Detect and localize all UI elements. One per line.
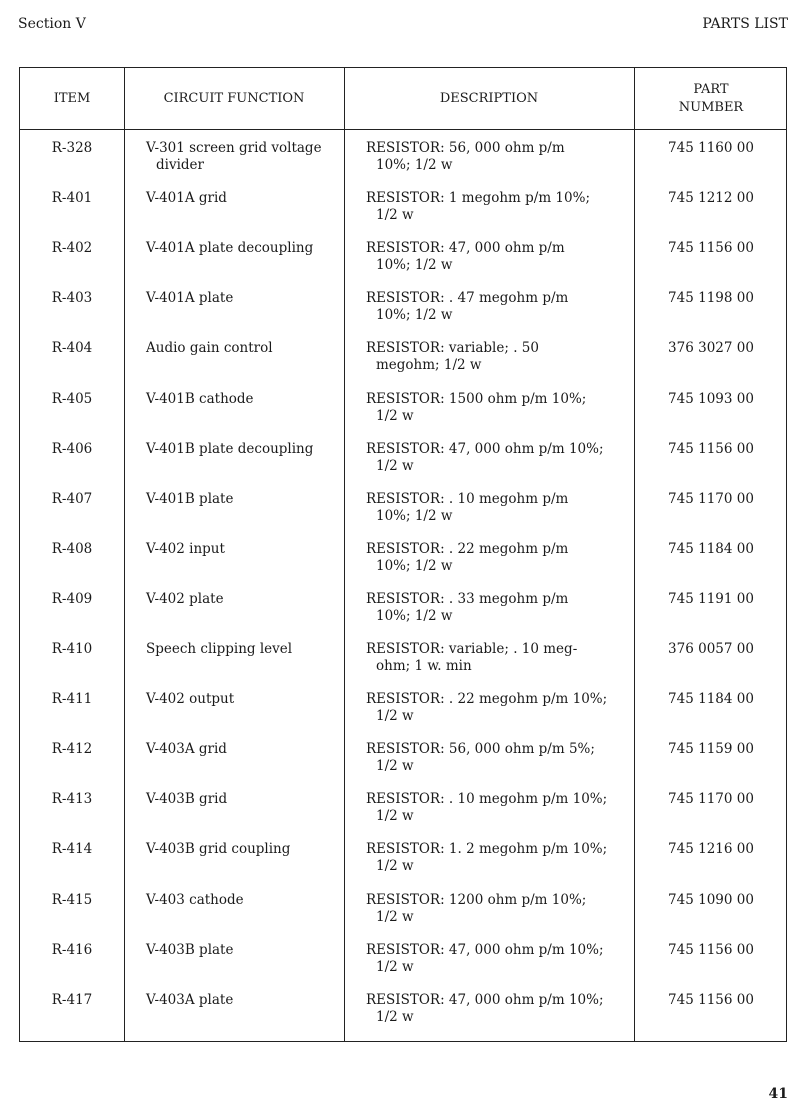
description-cell bbox=[366, 791, 636, 825]
part-number-cell bbox=[634, 741, 788, 758]
circuit-function-cell bbox=[146, 391, 346, 408]
description-line: RESISTOR: . 22 megohm p/m 10%; bbox=[366, 691, 608, 708]
description-line: 1/2 w bbox=[376, 1008, 414, 1025]
part-number-cell bbox=[634, 240, 788, 257]
item-cell bbox=[20, 541, 124, 558]
description-line: RESISTOR: 1200 ohm p/m 10%; bbox=[366, 891, 587, 908]
item-code: R-402 bbox=[51, 240, 93, 257]
item-cell bbox=[20, 741, 124, 758]
description-cell bbox=[366, 491, 636, 525]
description-line: RESISTOR: . 33 megohm p/m bbox=[366, 590, 569, 607]
part-number: 745 1156 00 bbox=[668, 240, 754, 257]
description-line: megohm; 1/2 w bbox=[376, 357, 482, 374]
circuit-function-cell bbox=[146, 290, 346, 307]
part-number-cell bbox=[634, 290, 788, 307]
description-line: RESISTOR: 47, 000 ohm p/m 10%; bbox=[366, 941, 604, 958]
item-cell bbox=[20, 841, 124, 858]
description-line: 10%; 1/2 w bbox=[376, 157, 453, 173]
page-heading: PARTS LIST bbox=[702, 16, 788, 32]
part-number: 745 1170 00 bbox=[668, 791, 754, 808]
circuit-function-cell bbox=[146, 741, 346, 758]
circuit-function-line: V-403A plate bbox=[146, 991, 234, 1008]
part-number-cell bbox=[634, 641, 788, 658]
part-number: 745 1170 00 bbox=[668, 490, 754, 507]
part-number-cell bbox=[634, 541, 788, 558]
part-number-cell bbox=[634, 841, 788, 858]
description-cell bbox=[366, 741, 636, 775]
item-code: R-412 bbox=[51, 741, 93, 758]
description-line: 10%; 1/2 w bbox=[376, 307, 453, 324]
table-row bbox=[20, 641, 786, 691]
circuit-function-line: V-402 input bbox=[146, 540, 225, 557]
circuit-function-cell bbox=[146, 641, 346, 658]
description-line: 1/2 w bbox=[376, 908, 414, 925]
part-number-cell bbox=[634, 942, 788, 959]
description-line: 1/2 w bbox=[376, 708, 414, 725]
part-number-cell bbox=[634, 491, 788, 508]
part-number-cell bbox=[634, 340, 788, 357]
page-number: 41 bbox=[768, 1086, 788, 1102]
part-number: 745 1093 00 bbox=[668, 390, 754, 407]
description-cell bbox=[366, 641, 636, 675]
part-number-cell bbox=[634, 691, 788, 708]
part-number: 745 1191 00 bbox=[668, 590, 754, 607]
description-line: RESISTOR: . 10 megohm p/m bbox=[366, 490, 569, 507]
item-cell bbox=[20, 491, 124, 508]
item-code: R-405 bbox=[51, 390, 93, 407]
part-number-cell bbox=[634, 441, 788, 458]
item-cell bbox=[20, 441, 124, 458]
table-row bbox=[20, 591, 786, 641]
part-number: 745 1198 00 bbox=[668, 290, 754, 307]
description-cell bbox=[366, 240, 636, 274]
description-cell bbox=[366, 140, 636, 174]
description-line: RESISTOR: 1500 ohm p/m 10%; bbox=[366, 390, 587, 407]
description-line: RESISTOR: . 10 megohm p/m 10%; bbox=[366, 791, 608, 808]
part-header-line: NUMBER bbox=[678, 99, 744, 115]
circuit-function-line: V-403B grid bbox=[146, 791, 228, 808]
item-code: R-409 bbox=[51, 590, 93, 607]
part-number-cell bbox=[634, 892, 788, 909]
column-header-item: ITEM bbox=[53, 90, 91, 106]
circuit-function-cell bbox=[146, 541, 346, 558]
table-row bbox=[20, 190, 786, 240]
circuit-function-line: Speech clipping level bbox=[146, 641, 293, 657]
part-number: 745 1156 00 bbox=[668, 991, 754, 1008]
circuit-function-cell bbox=[146, 441, 346, 458]
table-row bbox=[20, 391, 786, 441]
item-cell bbox=[20, 892, 124, 909]
part-number: 745 1090 00 bbox=[668, 891, 754, 908]
description-cell bbox=[366, 841, 636, 875]
part-number: 745 1160 00 bbox=[668, 140, 754, 156]
description-line: ohm; 1 w. min bbox=[376, 658, 472, 674]
header-divider bbox=[20, 129, 786, 130]
table-row bbox=[20, 791, 786, 841]
description-line: RESISTOR: 1 megohm p/m 10%; bbox=[366, 190, 590, 207]
part-number-cell bbox=[634, 391, 788, 408]
circuit-function-cell bbox=[146, 140, 346, 174]
description-cell bbox=[366, 190, 636, 224]
circuit-function-cell bbox=[146, 791, 346, 808]
description-line: 10%; 1/2 w bbox=[376, 557, 453, 574]
item-cell bbox=[20, 691, 124, 708]
description-cell bbox=[366, 391, 636, 425]
item-cell bbox=[20, 992, 124, 1009]
description-line: 10%; 1/2 w bbox=[376, 507, 453, 524]
column-header-description: DESCRIPTION bbox=[439, 90, 539, 106]
item-code: R-411 bbox=[51, 691, 93, 708]
item-code: R-415 bbox=[51, 891, 93, 908]
part-number: 745 1212 00 bbox=[668, 190, 754, 207]
description-line: 10%; 1/2 w bbox=[376, 257, 453, 274]
description-line: 1/2 w bbox=[376, 457, 414, 474]
circuit-function-line: V-401B cathode bbox=[146, 390, 254, 407]
circuit-function-cell bbox=[146, 841, 346, 858]
description-cell bbox=[366, 441, 636, 475]
table-row bbox=[20, 340, 786, 390]
item-cell bbox=[20, 340, 124, 357]
description-cell bbox=[366, 591, 636, 625]
description-line: 1/2 w bbox=[376, 407, 414, 424]
item-code: R-328 bbox=[51, 140, 93, 156]
part-number-cell bbox=[634, 992, 788, 1009]
circuit-function-line: V-403B grid coupling bbox=[146, 841, 291, 858]
part-number-cell bbox=[634, 791, 788, 808]
table-row bbox=[20, 240, 786, 290]
part-number-cell bbox=[634, 190, 788, 207]
circuit-function-line: V-402 output bbox=[146, 691, 235, 708]
item-code: R-413 bbox=[51, 791, 93, 808]
item-code: R-408 bbox=[51, 540, 93, 557]
table-row bbox=[20, 841, 786, 891]
description-line: RESISTOR: 47, 000 ohm p/m bbox=[366, 240, 565, 257]
circuit-function-line: V-401B plate decoupling bbox=[146, 440, 314, 457]
item-cell bbox=[20, 190, 124, 207]
item-code: R-404 bbox=[51, 340, 93, 357]
description-line: 1/2 w bbox=[376, 958, 414, 975]
part-number: 376 3027 00 bbox=[668, 340, 754, 357]
circuit-function-line: V-403B plate bbox=[146, 941, 234, 958]
circuit-function-line: V-403 cathode bbox=[146, 891, 244, 908]
description-line: RESISTOR: 47, 000 ohm p/m 10%; bbox=[366, 440, 604, 457]
description-cell bbox=[366, 691, 636, 725]
item-cell bbox=[20, 391, 124, 408]
circuit-function-line: V-403A grid bbox=[146, 741, 227, 758]
item-cell bbox=[20, 942, 124, 959]
table-row bbox=[20, 892, 786, 942]
table-row bbox=[20, 741, 786, 791]
column-header-part-number bbox=[634, 68, 788, 129]
column-header-circuit-function: CIRCUIT FUNCTION bbox=[163, 90, 305, 106]
part-number: 745 1156 00 bbox=[668, 440, 754, 457]
description-line: RESISTOR: . 47 megohm p/m bbox=[366, 290, 569, 307]
item-code: R-410 bbox=[51, 641, 93, 657]
item-code: R-416 bbox=[51, 941, 93, 958]
description-line: 1/2 w bbox=[376, 808, 414, 825]
description-line: 1/2 w bbox=[376, 207, 414, 224]
circuit-function-cell bbox=[146, 942, 346, 959]
description-line: RESISTOR: variable; . 50 bbox=[366, 340, 539, 357]
circuit-function-line: V-401A plate decoupling bbox=[146, 240, 314, 257]
part-number: 745 1159 00 bbox=[668, 741, 754, 758]
circuit-function-cell bbox=[146, 892, 346, 909]
circuit-function-cell bbox=[146, 992, 346, 1009]
part-number-cell bbox=[634, 140, 788, 157]
item-cell bbox=[20, 641, 124, 658]
circuit-function-line: V-401B plate bbox=[146, 490, 234, 507]
table-row bbox=[20, 441, 786, 491]
description-line: RESISTOR: . 22 megohm p/m bbox=[366, 540, 569, 557]
table-row bbox=[20, 992, 786, 1042]
part-number: 745 1216 00 bbox=[668, 841, 754, 858]
circuit-function-cell bbox=[146, 190, 346, 207]
description-line: RESISTOR: 1. 2 megohm p/m 10%; bbox=[366, 841, 608, 858]
description-line: RESISTOR: 56, 000 ohm p/m 5%; bbox=[366, 741, 595, 758]
table-row bbox=[20, 942, 786, 992]
item-code: R-407 bbox=[51, 490, 93, 507]
table-row bbox=[20, 691, 786, 741]
item-code: R-401 bbox=[51, 190, 93, 207]
table-row bbox=[20, 541, 786, 591]
part-number: 745 1184 00 bbox=[668, 691, 754, 708]
circuit-function-line: divider bbox=[156, 157, 204, 173]
description-cell bbox=[366, 290, 636, 324]
part-header-line: PART bbox=[693, 81, 729, 97]
item-cell bbox=[20, 290, 124, 307]
description-line: RESISTOR: 47, 000 ohm p/m 10%; bbox=[366, 991, 604, 1008]
parts-table bbox=[19, 67, 787, 1042]
item-code: R-406 bbox=[51, 440, 93, 457]
part-number: 745 1184 00 bbox=[668, 540, 754, 557]
item-code: R-414 bbox=[51, 841, 93, 858]
circuit-function-line: Audio gain control bbox=[146, 340, 273, 357]
item-cell bbox=[20, 791, 124, 808]
description-line: 1/2 w bbox=[376, 758, 414, 775]
circuit-function-cell bbox=[146, 491, 346, 508]
circuit-function-line: V-401A plate bbox=[146, 290, 234, 307]
part-number: 376 0057 00 bbox=[668, 641, 754, 657]
item-code: R-403 bbox=[51, 290, 93, 307]
table-row bbox=[20, 491, 786, 541]
item-cell bbox=[20, 140, 124, 157]
circuit-function-line: V-402 plate bbox=[146, 590, 224, 607]
item-cell bbox=[20, 240, 124, 257]
part-number: 745 1156 00 bbox=[668, 941, 754, 958]
section-label: Section V bbox=[18, 16, 86, 32]
item-cell bbox=[20, 591, 124, 608]
description-cell bbox=[366, 942, 636, 976]
part-number-cell bbox=[634, 591, 788, 608]
circuit-function-cell bbox=[146, 591, 346, 608]
item-code: R-417 bbox=[51, 991, 93, 1008]
table-row bbox=[20, 290, 786, 340]
circuit-function-line: V-301 screen grid voltage bbox=[146, 140, 322, 156]
description-cell bbox=[366, 340, 636, 374]
description-line: 10%; 1/2 w bbox=[376, 607, 453, 624]
description-cell bbox=[366, 992, 636, 1026]
description-line: RESISTOR: 56, 000 ohm p/m bbox=[366, 140, 565, 156]
table-row bbox=[20, 140, 786, 190]
description-line: RESISTOR: variable; . 10 meg- bbox=[366, 641, 578, 657]
description-line: 1/2 w bbox=[376, 858, 414, 875]
circuit-function-line: V-401A grid bbox=[146, 190, 227, 207]
circuit-function-cell bbox=[146, 691, 346, 708]
circuit-function-cell bbox=[146, 340, 346, 357]
circuit-function-cell bbox=[146, 240, 346, 257]
description-cell bbox=[366, 892, 636, 926]
description-cell bbox=[366, 541, 636, 575]
